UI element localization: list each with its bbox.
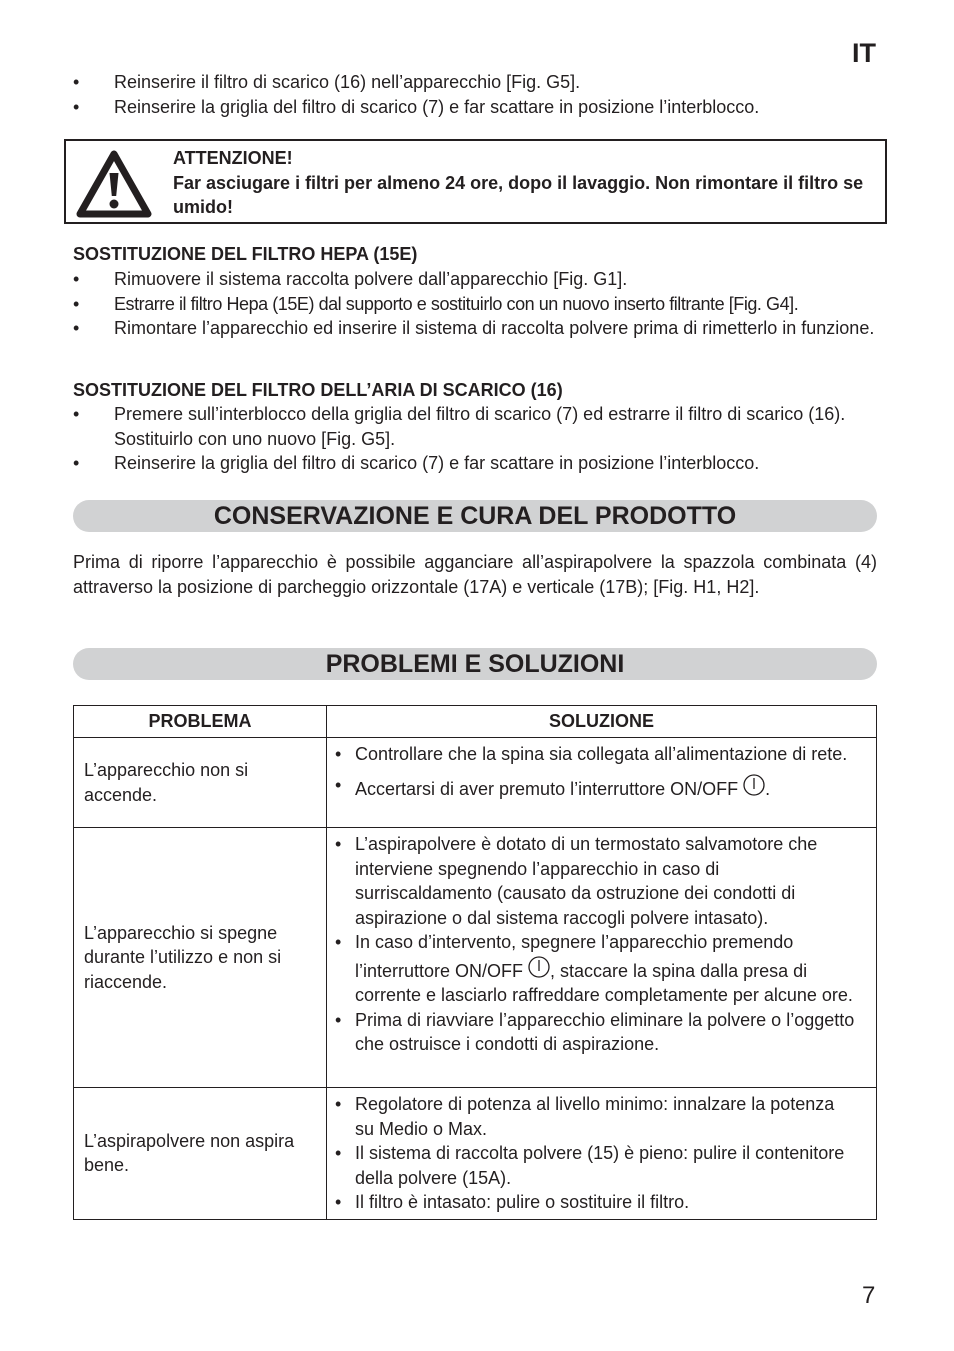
- warning-triangle-icon: [76, 149, 152, 219]
- problem-cell: L’apparecchio si spegne durante l’utilizzo e non si riaccende.: [74, 828, 327, 1088]
- list-item: • Rimontare l’apparecchio ed inserire il sistema di raccolta polvere prima di rimetterlo in funzione.: [73, 318, 875, 338]
- solution-item: • Regolatore di potenza al livello minimo: innalzare la potenza su Medio o Max.: [335, 1094, 835, 1139]
- care-paragraph: Prima di riporre l’apparecchio è possibile agganciare all’aspirapolvere la spazzola combinata (4) attraverso la posizione di parcheggio orizzontale (17A) e verticale (17B); [Fig. H1, H2].: [73, 552, 877, 597]
- top-bullet-list: [73, 70, 877, 119]
- list-item: • Reinserire la griglia del filtro di scarico (7) e far scattare in posizione l’interblocco.: [73, 453, 760, 473]
- exhaust-bullet-list: [73, 402, 877, 476]
- solution-item: • Prima di riavviare l’apparecchio eliminare la polvere o l’oggetto che ostruisce i condotti di aspirazione.: [335, 1009, 855, 1054]
- list-item: • Premere sull’interblocco della griglia del filtro di scarico (7) ed estrarre il filtro di scarico (16). Sostituirlo con uno nuovo [Fig. G5].: [73, 404, 846, 449]
- power-switch-icon: [743, 773, 765, 797]
- solution-item: • Accertarsi di aver premuto l’interruttore ON/OFF .: [335, 774, 771, 799]
- table-row: [74, 1088, 877, 1220]
- solution-cell: [327, 1088, 877, 1220]
- hepa-bullet-list: [73, 267, 877, 341]
- list-item: • Reinserire il filtro di scarico (16) nell’apparecchio [Fig. G5].: [73, 72, 581, 92]
- solution-item: • Il filtro è intasato: pulire o sostituire il filtro.: [335, 1192, 690, 1212]
- warning-box: [64, 139, 887, 224]
- solution-item: • L’aspirapolvere è dotato di un termostato salvamotore che interviene spegnendo l’apparecchio in caso di surriscaldamento (causato da ostruzione dei condotti di aspirazione o dal sistema raccogli polvere intasato).: [335, 834, 818, 928]
- language-code: IT: [852, 38, 876, 68]
- solution-item: • In caso d’intervento, spegnere l’apparecchio premendo l’interruttore ON/OFF , staccare la spina dalla presa di corrente e lasciarlo raffreddare completamente per alcune ore.: [335, 932, 853, 1005]
- table-row: [74, 738, 877, 828]
- column-header-problem: PROBLEMA: [74, 706, 327, 738]
- list-item: • Reinserire la griglia del filtro di scarico (7) e far scattare in posizione l’interblocco.: [73, 96, 760, 117]
- solution-item: • Il sistema di raccolta polvere (15) è pieno: pulire il contenitore della polvere (15A).: [335, 1143, 845, 1188]
- list-item: • Estrarre il filtro Hepa (15E) dal supporto e sostituirlo con un nuovo inserto filtrante [Fig. G4].: [73, 293, 799, 314]
- hepa-section-heading: SOSTITUZIONE DEL FILTRO HEPA (15E): [73, 244, 418, 264]
- care-section-title: CONSERVAZIONE E CURA DEL PRODOTTO: [73, 500, 877, 532]
- warning-text: Far asciugare i filtri per almeno 24 ore, dopo il lavaggio. Non rimontare il filtro se umido!: [173, 172, 864, 217]
- exhaust-section-heading: SOSTITUZIONE DEL FILTRO DELL’ARIA DI SCARICO (16): [73, 380, 563, 400]
- problem-cell: L’apparecchio non si accende.: [74, 738, 327, 828]
- page-number: 7: [862, 1282, 876, 1309]
- table-row: [74, 828, 877, 1088]
- table-header-row: [74, 706, 877, 738]
- problem-cell: L’aspirapolvere non aspira bene.: [74, 1088, 327, 1220]
- list-item: • Rimuovere il sistema raccolta polvere dall’apparecchio [Fig. G1].: [73, 269, 628, 289]
- troubleshooting-table: [73, 705, 877, 1220]
- solution-cell: [327, 828, 877, 1088]
- solution-cell: [327, 738, 877, 828]
- column-header-solution: SOLUZIONE: [327, 706, 877, 738]
- solution-item: • Controllare che la spina sia collegata all’alimentazione di rete.: [335, 744, 848, 764]
- troubleshooting-title: PROBLEMI E SOLUZIONI: [73, 648, 877, 680]
- power-switch-icon: [528, 955, 550, 979]
- warning-title: ATTENZIONE!: [173, 148, 293, 168]
